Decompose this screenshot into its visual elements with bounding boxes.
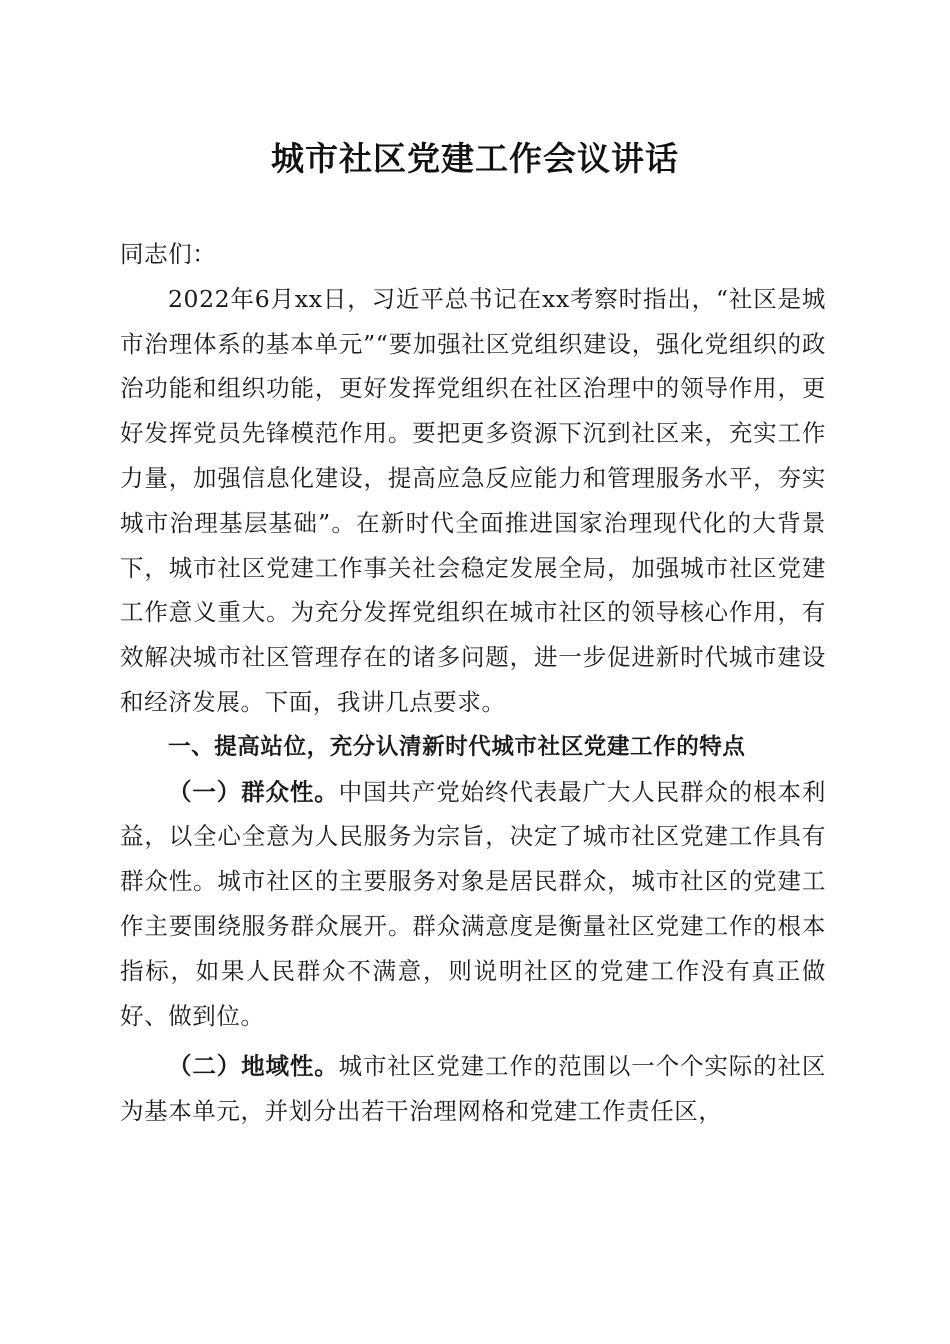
section-heading: 一、提高站位，充分认清新时代城市社区党建工作的特点 xyxy=(168,733,746,760)
item-paragraph xyxy=(120,1044,826,1134)
item-label: （一）群众性。 xyxy=(168,777,339,806)
document-title: 城市社区党建工作会议讲话 xyxy=(271,139,679,178)
intro-paragraph: 2022年6月xx日，习近平总书记在xx考察时指出，“社区是城市治理体系的基本单元”“要加强社区党组织建设，强化党组织的政治功能和组织功能，更好发挥党组织在社区治理中的领导作用，更好发挥党员先锋模范作用。要把更多资源下沉到社区来，充实工作力量，加强信息化建设，提高应急反应能力和管理服务水平，夯实城市治理基层基础”。在新时代全面推进国家治理现代化的大背景下，城市社区党建工作事关社会稳定发展全局，加强城市社区党建工作意义重大。为充分发挥党组织在城市社区的领导核心作用，有效解决城市社区管理存在的诸多问题，进一步促进新时代城市建设和经济发展。下面，我讲几点要求。 xyxy=(120,284,826,716)
item-label: （二）地域性。 xyxy=(168,1052,339,1081)
document-body xyxy=(120,232,826,1134)
salutation: 同志们： xyxy=(120,240,217,268)
item-paragraph xyxy=(120,770,826,1039)
item-text: 城市社区党建工作的范围以一个个实际的社区为基本单元，并划分出若干治理网格和党建工作责任区， xyxy=(120,1052,827,1126)
item-text: 中国共产党始终代表最广大人民群众的根本利益，以全心全意为人民服务为宗旨，决定了城市社区党建工作具有群众性。城市社区的主要服务对象是居民群众，城市社区的党建工作主要围绕服务群众展开。群众满意度是衡量社区党建工作的根本指标，如果人民群众不满意，则说明社区的党建工作没有真正做好、做到位。 xyxy=(120,777,827,1030)
